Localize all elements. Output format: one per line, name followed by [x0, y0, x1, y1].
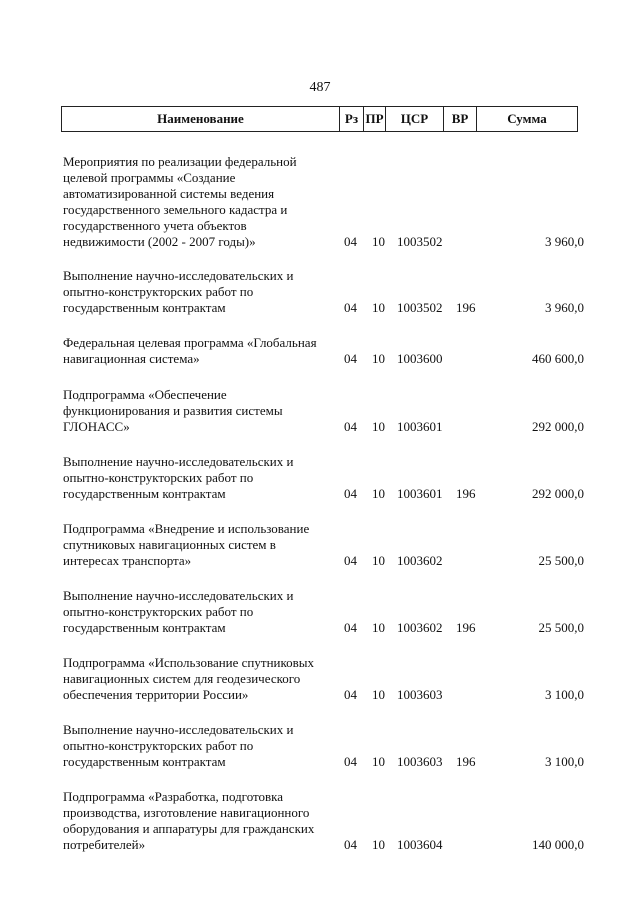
row-vr: 196: [456, 754, 476, 769]
row-csr: 1003502: [397, 300, 443, 315]
table-row: [0, 154, 640, 250]
row-csr: 1003604: [397, 837, 443, 852]
table-row: [0, 588, 640, 636]
row-csr: 1003603: [397, 754, 443, 769]
row-rz: 04: [344, 351, 357, 366]
row-sum: 292 000,0: [532, 486, 584, 501]
row-sum: 3 960,0: [545, 300, 584, 315]
row-vr: 196: [456, 486, 476, 501]
row-pr: 10: [372, 620, 385, 635]
row-sum: 140 000,0: [532, 837, 584, 852]
table-row: [0, 521, 640, 569]
row-rz: 04: [344, 620, 357, 635]
table-row: [0, 722, 640, 770]
row-csr: 1003600: [397, 351, 443, 366]
row-sum: 25 500,0: [538, 553, 584, 568]
row-sum: 3 100,0: [545, 754, 584, 769]
row-pr: 10: [372, 837, 385, 852]
row-name: Федеральная целевая программа «Глобальная навигационная система»: [63, 335, 317, 366]
header-pr: ПР: [364, 107, 386, 131]
row-vr: 196: [456, 300, 476, 315]
row-name: Мероприятия по реализации федеральной целевой программы «Создание автоматизированной системы ведения государственного земельного кадастра и государственного учета объектов недвижимости (2002 - 2007 годы)»: [63, 154, 297, 249]
header-csr: ЦСР: [386, 107, 444, 131]
header-vr: ВР: [444, 107, 477, 131]
row-vr: 196: [456, 620, 476, 635]
row-pr: 10: [372, 687, 385, 702]
table-row: [0, 655, 640, 703]
row-pr: 10: [372, 486, 385, 501]
row-pr: 10: [372, 300, 385, 315]
header-name: Наименование: [62, 107, 340, 131]
row-name: Выполнение научно-исследовательских и опытно-конструкторских работ по государственным контрактам: [63, 454, 294, 501]
table-row: [0, 789, 640, 853]
table-row: [0, 268, 640, 316]
row-rz: 04: [344, 687, 357, 702]
table-row: [0, 387, 640, 435]
table-row: [0, 335, 640, 367]
table-header: [61, 106, 578, 132]
row-rz: 04: [344, 419, 357, 434]
page-number: 487: [309, 80, 331, 95]
table-row: [0, 454, 640, 502]
row-sum: 3 100,0: [545, 687, 584, 702]
row-name: Выполнение научно-исследовательских и опытно-конструкторских работ по государственным контрактам: [63, 268, 294, 315]
row-csr: 1003601: [397, 486, 443, 501]
row-name: Подпрограмма «Разработка, подготовка производства, изготовление навигационного оборудования и аппаратуры для гражданских потребителей»: [63, 789, 315, 852]
row-pr: 10: [372, 234, 385, 249]
header-rz: Рз: [340, 107, 364, 131]
row-rz: 04: [344, 837, 357, 852]
row-name: Подпрограмма «Использование спутниковых навигационных систем для геодезического обеспечения территории России»: [63, 655, 315, 702]
row-rz: 04: [344, 553, 357, 568]
row-name: Подпрограмма «Внедрение и использование спутниковых навигационных систем в интересах транспорта»: [63, 521, 310, 568]
row-name: Подпрограмма «Обеспечение функционирования и развития системы ГЛОНАСС»: [63, 387, 283, 434]
row-rz: 04: [344, 234, 357, 249]
row-pr: 10: [372, 419, 385, 434]
row-csr: 1003602: [397, 620, 443, 635]
table-body: [0, 154, 640, 853]
row-rz: 04: [344, 486, 357, 501]
row-name: Выполнение научно-исследовательских и опытно-конструкторских работ по государственным контрактам: [63, 588, 294, 635]
row-sum: 292 000,0: [532, 419, 584, 434]
row-csr: 1003601: [397, 419, 443, 434]
row-pr: 10: [372, 351, 385, 366]
row-pr: 10: [372, 754, 385, 769]
row-sum: 3 960,0: [545, 234, 584, 249]
row-rz: 04: [344, 300, 357, 315]
row-rz: 04: [344, 754, 357, 769]
header-sum: Сумма: [507, 111, 547, 126]
row-pr: 10: [372, 553, 385, 568]
row-sum: 460 600,0: [532, 351, 584, 366]
row-sum: 25 500,0: [538, 620, 584, 635]
row-name: Выполнение научно-исследовательских и опытно-конструкторских работ по государственным контрактам: [63, 722, 294, 769]
row-csr: 1003502: [397, 234, 443, 249]
row-csr: 1003603: [397, 687, 443, 702]
row-csr: 1003602: [397, 553, 443, 568]
